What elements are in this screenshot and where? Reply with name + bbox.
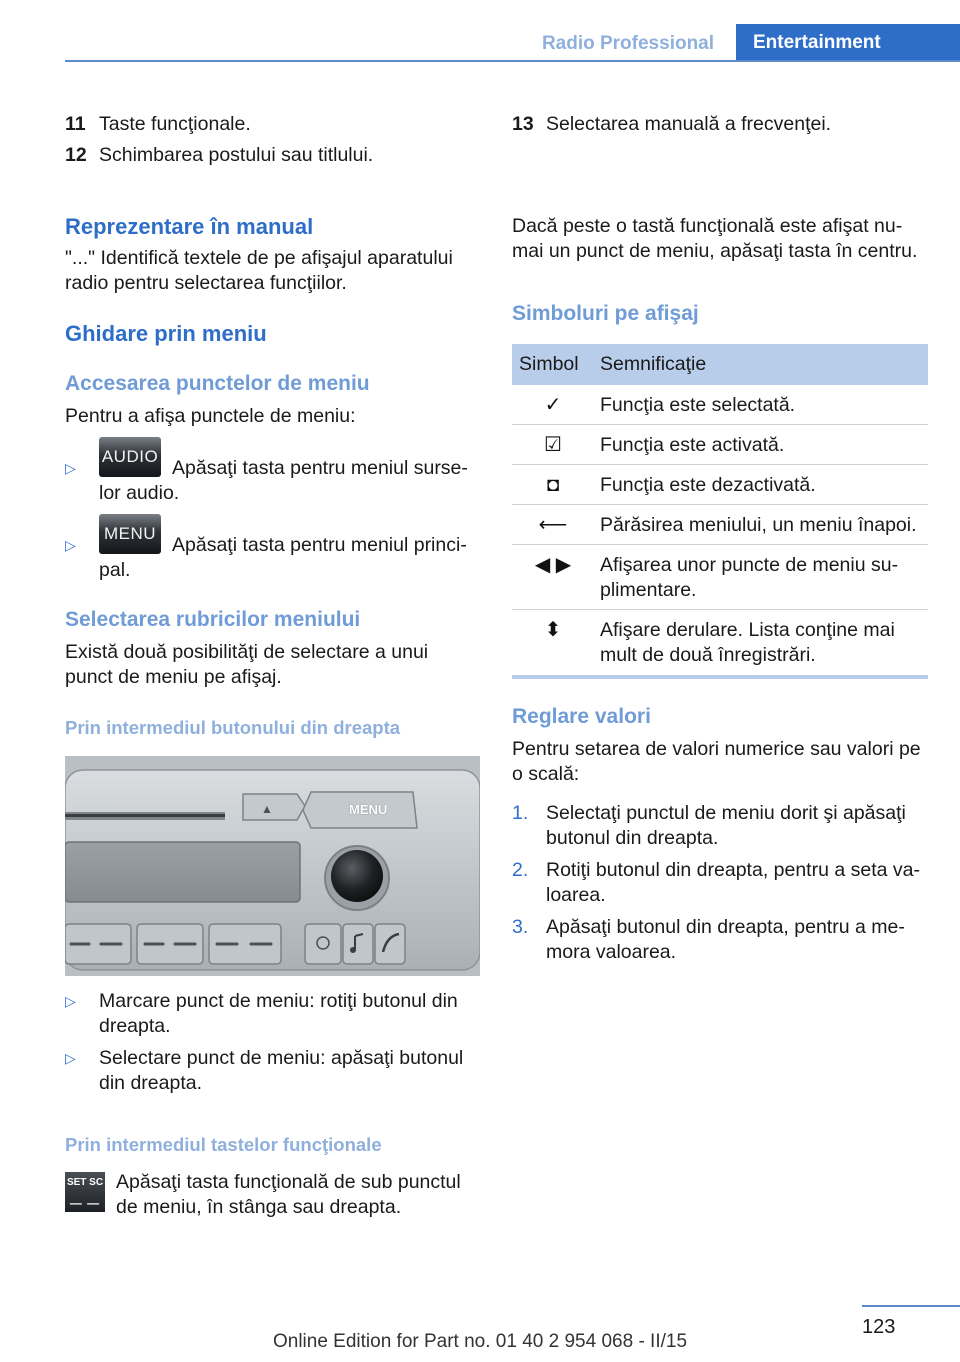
header-rule [65,60,960,62]
menu-bullet-line-1: Apăsaţi tasta pentru meniul princi‐ [172,534,467,556]
bullet-triangle-icon: ▷ [65,537,76,553]
legend-number-13: 13 [512,113,534,135]
set-function-key-image [65,1172,105,1212]
table-row: Funcţia este dezactivată. [600,474,816,496]
left-right-arrows-icon: ◀ ▶ [534,554,572,576]
table-row-continuation: plimentare. [600,579,697,601]
heading-reprezentare: Reprezentare în manual [65,214,314,239]
reglare-line-2: o scală: [512,763,580,785]
check-icon: ✓ [544,394,562,416]
heading-prin-taste: Prin intermediul tastelor funcţionale [65,1134,382,1155]
page-number: 123 [862,1316,896,1338]
step-number: 2. [512,859,529,881]
audio-bullet-line-1: Apăsaţi tasta pentru meniul surse‐ [172,457,468,479]
selectarea-line-1: Există două posibilităţi de selectare a unui [65,641,429,663]
set-key-dashes: — — [69,1196,101,1210]
step-1-line-1: Selectaţi punctul de meniu dorit şi apăsaţi [546,802,906,824]
daca-line-2: mai un punct de meniu, apăsaţi tasta în centru. [512,240,918,262]
menu-bullet-line-2: pal. [99,559,131,581]
step-number: 3. [512,916,529,938]
step-number: 1. [512,802,529,824]
header-chapter-tab: Entertainment [736,24,960,62]
eject-label: ▲ [261,802,273,816]
menu-key-image: MENU [99,514,161,554]
activated-check-icon: ☑ [544,434,562,456]
heading-ghidare: Ghidare prin meniu [65,321,267,346]
marcare-line-1: Marcare punct de meniu: rotiţi butonul din [99,990,458,1012]
legend-number-12: 12 [65,144,87,166]
table-row-divider [512,504,928,505]
table-header-semnificatie: Semnificaţie [600,353,707,375]
selectare-line-1: Selectare punct de meniu: apăsaţi butonul [99,1047,464,1069]
audio-bullet-line-2: lor audio. [99,482,180,504]
selectarea-line-2: punct de meniu pe afişaj. [65,666,282,688]
table-row: Funcţia este selectată. [600,394,796,416]
table-row: Afişare derulare. Lista conţine mai [600,619,895,641]
up-down-arrows-icon: ⬍ [544,619,562,641]
heading-reglare: Reglare valori [512,705,651,728]
reglare-line-1: Pentru setarea de valori numerice sau valori pe [512,738,921,760]
legend-text-11: Taste funcţionale. [99,113,251,135]
table-row-continuation: mult de două înregistrări. [600,644,816,666]
symbol-table-end [512,675,928,679]
page-number-rule [862,1305,960,1307]
table-row-divider [512,544,928,545]
step-3-line-1: Apăsaţi butonul din dreapta, pentru a me‐ [546,916,905,938]
table-row: Părăsirea meniului, un meniu înapoi. [600,514,917,536]
radio-panel-photo [65,756,480,976]
table-row: Afişarea unor puncte de meniu su‐ [600,554,899,576]
taste-line-2: de meniu, în stânga sau dreapta. [116,1196,402,1218]
step-2-line-1: Rotiţi butonul din dreapta, pentru a seta va‐ [546,859,920,881]
header-section-title: Radio Professional [541,33,715,54]
table-row-divider [512,464,928,465]
legend-text-13: Selectarea manuală a frecvenţei. [546,113,832,135]
step-3-line-2: mora valoarea. [546,941,677,963]
edition-footer: Online Edition for Part no. 01 40 2 954 068 - II/15 [272,1331,688,1352]
legend-number-11: 11 [65,113,86,135]
taste-line-1: Apăsaţi tasta funcţională de sub punctul [116,1171,461,1193]
reprezentare-line-1: "..." Identifică textele de pe afişajul aparatului [65,247,453,269]
marcare-line-2: dreapta. [99,1015,171,1037]
heading-accesarea: Accesarea punctelor de meniu [65,372,370,395]
heading-selectarea: Selectarea rubricilor meniului [65,608,361,631]
menu-label: MENU [349,802,388,817]
step-2-line-2: loarea. [546,884,606,906]
accesarea-intro: Pentru a afişa punctele de meniu: [65,405,356,427]
heading-prin-buton: Prin intermediul butonului din dreapta [65,717,401,738]
selectare-line-2: din dreapta. [99,1072,202,1094]
bullet-triangle-icon: ▷ [65,460,76,476]
step-1-line-2: butonul din dreapta. [546,827,719,849]
daca-line-1: Dacă peste o tastă funcţională este afişat nu‐ [512,215,903,237]
table-row: Funcţia este activată. [600,434,785,456]
bullet-triangle-icon: ▷ [65,1050,76,1066]
legend-text-12: Schimbarea postului sau titlului. [99,144,374,166]
bullet-triangle-icon: ▷ [65,993,76,1009]
back-arrow-icon: ⟵ [538,514,568,536]
table-row-divider [512,424,928,425]
heading-simboluri: Simboluri pe afişaj [512,302,699,325]
set-key-label: SET SC [66,1177,104,1188]
table-header-simbol: Simbol [519,353,579,375]
radio-panel-illustration [65,756,480,976]
audio-key-image: AUDIO [99,437,161,477]
table-row-divider [512,609,928,610]
deactivated-square-icon: ◘ [546,474,560,496]
reprezentare-line-2: radio pentru selectarea funcţiilor. [65,272,347,294]
